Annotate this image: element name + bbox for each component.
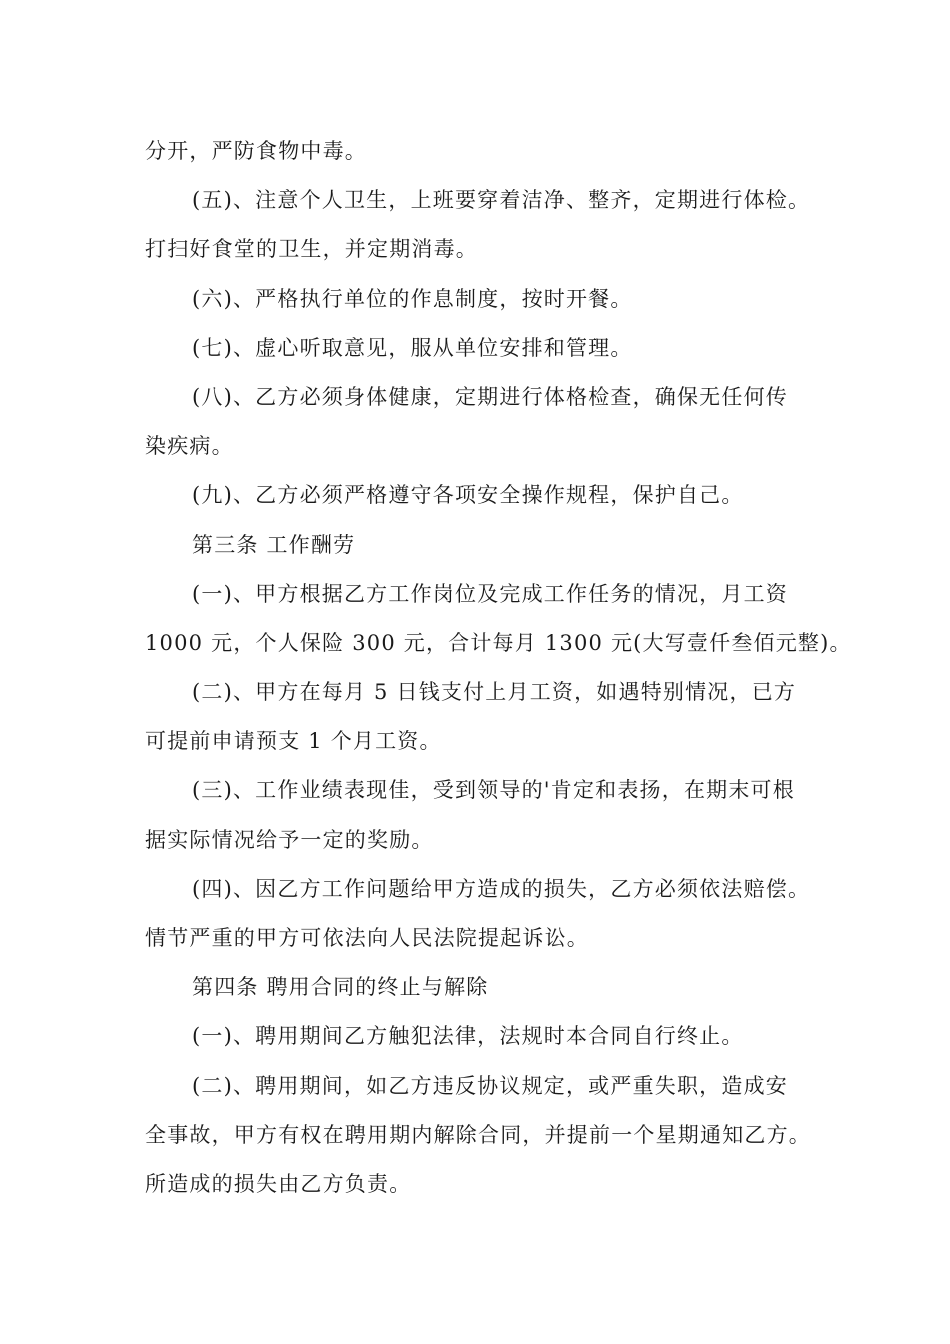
text-line: 可提前申请预支 1 个月工资。 xyxy=(145,729,442,754)
text-line: (三)、工作业绩表现佳，受到领导的'肯定和表扬，在期末可根 xyxy=(192,778,795,803)
text-line: 所造成的损失由乙方负责。 xyxy=(145,1171,412,1196)
text-line: (二)、甲方在每月 5 日钱支付上月工资，如遇特别情况，已方 xyxy=(192,680,797,705)
text-line: 染疾病。 xyxy=(145,434,234,459)
text-line: (六)、严格执行单位的作息制度，按时开餐。 xyxy=(192,286,633,311)
section-heading: 第四条 聘用合同的终止与解除 xyxy=(192,975,489,1000)
text-line: (七)、虚心听取意见，服从单位安排和管理。 xyxy=(192,335,633,360)
text-line: (一)、聘用期间乙方触犯法律，法规时本合同自行终止。 xyxy=(192,1024,744,1049)
text-line: (一)、甲方根据乙方工作岗位及完成工作任务的情况，月工资 xyxy=(192,581,788,606)
section-heading: 第三条 工作酬劳 xyxy=(192,532,356,557)
text-line: 打扫好食堂的卫生，并定期消毒。 xyxy=(145,237,478,262)
text-line: 1000 元，个人保险 300 元，合计每月 1300 元(大写壹仟叁佰元整)。 xyxy=(145,630,852,655)
text-line: (八)、乙方必须身体健康，定期进行体格检查，确保无任何传 xyxy=(192,384,788,409)
text-line: (二)、聘用期间，如乙方违反协议规定，或严重失职，造成安 xyxy=(192,1073,788,1098)
text-line: 全事故，甲方有权在聘用期内解除合同，并提前一个星期通知乙方。 xyxy=(145,1122,811,1147)
text-line: (四)、因乙方工作问题给甲方造成的损失，乙方必须依法赔偿。 xyxy=(192,876,811,901)
document-body xyxy=(145,127,852,1209)
text-line: 据实际情况给予一定的奖励。 xyxy=(145,827,434,852)
text-line: 情节严重的甲方可依法向人民法院提起诉讼。 xyxy=(145,926,589,950)
text-line: (五)、注意个人卫生，上班要穿着洁净、整齐，定期进行体检。 xyxy=(192,188,811,213)
text-line: (九)、乙方必须严格遵守各项安全操作规程，保护自己。 xyxy=(192,483,744,508)
text-line: 分开，严防食物中毒。 xyxy=(145,139,367,163)
